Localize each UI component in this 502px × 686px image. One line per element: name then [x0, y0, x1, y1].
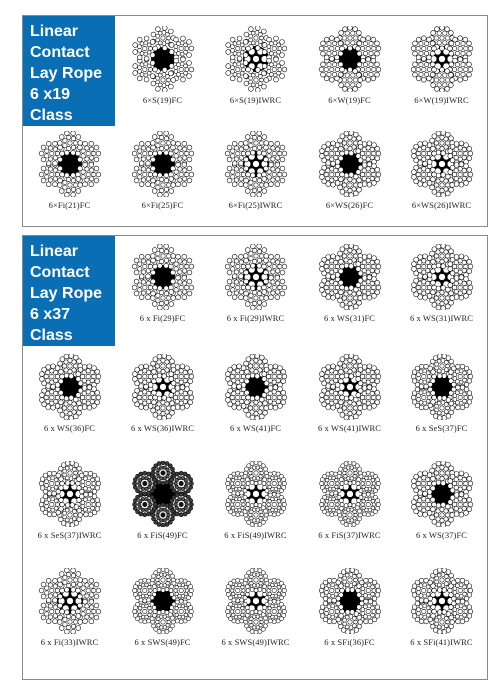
strand: [132, 254, 157, 278]
section-6x19: [22, 15, 488, 227]
rope-cross-section-icon: [407, 131, 477, 197]
rope-label: 6 x WS(37)FC: [415, 530, 468, 540]
section-title: [23, 236, 115, 346]
rope-item: [303, 26, 396, 105]
rope-item: [395, 131, 488, 210]
rope-label: 6 x Fi(29)FC: [139, 313, 186, 323]
rope-cross-section-icon: [315, 354, 385, 420]
rope-label: 6 x SFi(41)IWRC: [410, 637, 473, 647]
title-line: Class: [30, 107, 73, 124]
rope-cross-section-icon: [35, 354, 105, 420]
strand: [132, 162, 157, 186]
rope-cross-section-icon: [35, 131, 105, 197]
rope-label: 6×S(19)FC: [142, 95, 183, 105]
rope-item: [395, 354, 488, 433]
rope-item: [303, 131, 396, 210]
rope-label: 6 x WS(31)FC: [323, 313, 376, 323]
strand: [355, 578, 380, 603]
rope-item: [209, 461, 302, 540]
rope-label: 6 x WS(41)FC: [229, 423, 282, 433]
rope-cross-section-icon: [315, 26, 385, 92]
strand: [132, 578, 157, 603]
rope-label: 6 x Fi(33)IWRC: [40, 637, 99, 647]
rope-label: 6×WS(26)FC: [325, 200, 374, 210]
rope-label: 6 x SWS(49)FC: [134, 637, 191, 647]
rope-item: [303, 461, 396, 540]
title-line: 6 x19: [30, 86, 71, 103]
rope-cross-section-icon: [315, 461, 385, 527]
strand: [411, 599, 436, 624]
rope-cross-section-icon: [315, 244, 385, 310]
rope-label: 6 x FiS(49)FC: [137, 530, 188, 540]
rope-cross-section-icon: [315, 568, 385, 634]
rope-cross-section-icon: [221, 461, 291, 527]
rope-item: [116, 568, 209, 647]
strand: [319, 471, 344, 496]
title-line: Lay Rope: [30, 285, 103, 302]
title-line: Linear: [30, 23, 79, 40]
strand: [319, 599, 344, 624]
strand: [225, 254, 250, 278]
rope-label: 6 x SWS(49)IWRC: [221, 637, 290, 647]
rope-cross-section-icon: [407, 461, 477, 527]
rope-cross-section-icon: [407, 568, 477, 634]
rope-cross-section-icon: [221, 354, 291, 420]
rope-item: [303, 568, 396, 647]
strand: [75, 578, 100, 602]
rope-cross-section-icon: [128, 131, 198, 197]
title-line: Linear: [30, 243, 79, 260]
rope-cross-section-icon: [35, 568, 105, 634]
rope-cross-section-icon: [221, 244, 291, 310]
rope-item: [395, 461, 488, 540]
strand: [75, 141, 100, 165]
section-title: [23, 16, 115, 126]
strand: [261, 141, 286, 165]
strand: [225, 36, 250, 61]
title-line: Contact: [30, 44, 90, 61]
rope-label: 6 x WS(31)IWRC: [409, 313, 474, 323]
rope-label: 6×Fi(21)FC: [48, 200, 91, 210]
strand: [39, 141, 64, 165]
rope-cross-section-icon: [315, 131, 385, 197]
rope-item: [209, 568, 302, 647]
strand: [319, 578, 344, 603]
rope-label: 6 x WS(36)FC: [43, 423, 96, 433]
strand: [39, 471, 64, 496]
rope-item: [209, 26, 302, 105]
rope-cross-section-icon: [221, 26, 291, 92]
rope-cross-section-icon: [128, 568, 198, 634]
rope-cross-section-icon: [221, 568, 291, 634]
rope-label: 6×Fi(25)FC: [141, 200, 184, 210]
strand: [168, 254, 193, 278]
rope-label: 6 x FiS(49)IWRC: [224, 530, 287, 540]
strand: [225, 162, 250, 186]
strand: [411, 578, 436, 603]
rope-item: [116, 131, 209, 210]
rope-cross-section-icon: [128, 244, 198, 310]
strand: [261, 254, 286, 278]
rope-label: 6 x SeS(37)IWRC: [37, 530, 102, 540]
rope-item: [116, 461, 209, 540]
rope-label: 6 x FiS(37)IWRC: [318, 530, 381, 540]
rope-item: [116, 354, 209, 433]
rope-label: 6 x SeS(37)FC: [415, 423, 468, 433]
strand: [39, 492, 64, 517]
title-line: 6 x37: [30, 306, 71, 323]
rope-cross-section-icon: [35, 461, 105, 527]
rope-item: [116, 26, 209, 105]
rope-label: 6 x WS(36)IWRC: [130, 423, 195, 433]
strand: [447, 578, 472, 603]
strand: [75, 471, 100, 496]
strand: [132, 275, 157, 299]
rope-item: [209, 244, 302, 323]
rope-item: [395, 568, 488, 647]
strand: [132, 141, 157, 165]
rope-label: 6 x Fi(29)IWRC: [226, 313, 285, 323]
rope-item: [303, 354, 396, 433]
strand: [447, 364, 472, 389]
rope-item: [23, 461, 116, 540]
strand: [411, 364, 436, 389]
rope-cross-section-icon: [407, 244, 477, 310]
rope-label: 6×Fi(25)IWRC: [228, 200, 283, 210]
rope-cross-section-icon: [407, 354, 477, 420]
section-6x37: [22, 235, 488, 680]
strand: [39, 162, 64, 186]
rope-label: 6×WS(26)IWRC: [411, 200, 472, 210]
strand: [225, 275, 250, 299]
strand: [225, 471, 250, 496]
rope-item: [209, 354, 302, 433]
rope-cross-section-icon: [128, 461, 198, 527]
rope-item: [23, 354, 116, 433]
title-line: Contact: [30, 264, 90, 281]
strand: [39, 578, 64, 602]
strand: [411, 385, 436, 410]
strand: [132, 471, 157, 496]
strand: [132, 36, 157, 61]
rope-item: [303, 244, 396, 323]
rope-label: 6×W(19)FC: [328, 95, 371, 105]
rope-item: [395, 244, 488, 323]
strand: [168, 141, 193, 165]
rope-cross-section-icon: [128, 354, 198, 420]
rope-item: [23, 131, 116, 210]
title-line: Class: [30, 327, 73, 344]
rope-cross-section-icon: [407, 26, 477, 92]
strand: [225, 141, 250, 165]
rope-item: [116, 244, 209, 323]
rope-item: [209, 131, 302, 210]
rope-item: [23, 568, 116, 647]
rope-label: 6×S(19)IWRC: [229, 95, 282, 105]
rope-label: 6×W(19)IWRC: [414, 95, 469, 105]
title-line: Lay Rope: [30, 65, 103, 82]
rope-cross-section-icon: [221, 131, 291, 197]
rope-label: 6 x SFi(36)FC: [324, 637, 375, 647]
strand: [39, 599, 64, 623]
rope-item: [395, 26, 488, 105]
strand: [225, 578, 250, 603]
rope-cross-section-icon: [128, 26, 198, 92]
rope-label: 6 x WS(41)IWRC: [317, 423, 382, 433]
